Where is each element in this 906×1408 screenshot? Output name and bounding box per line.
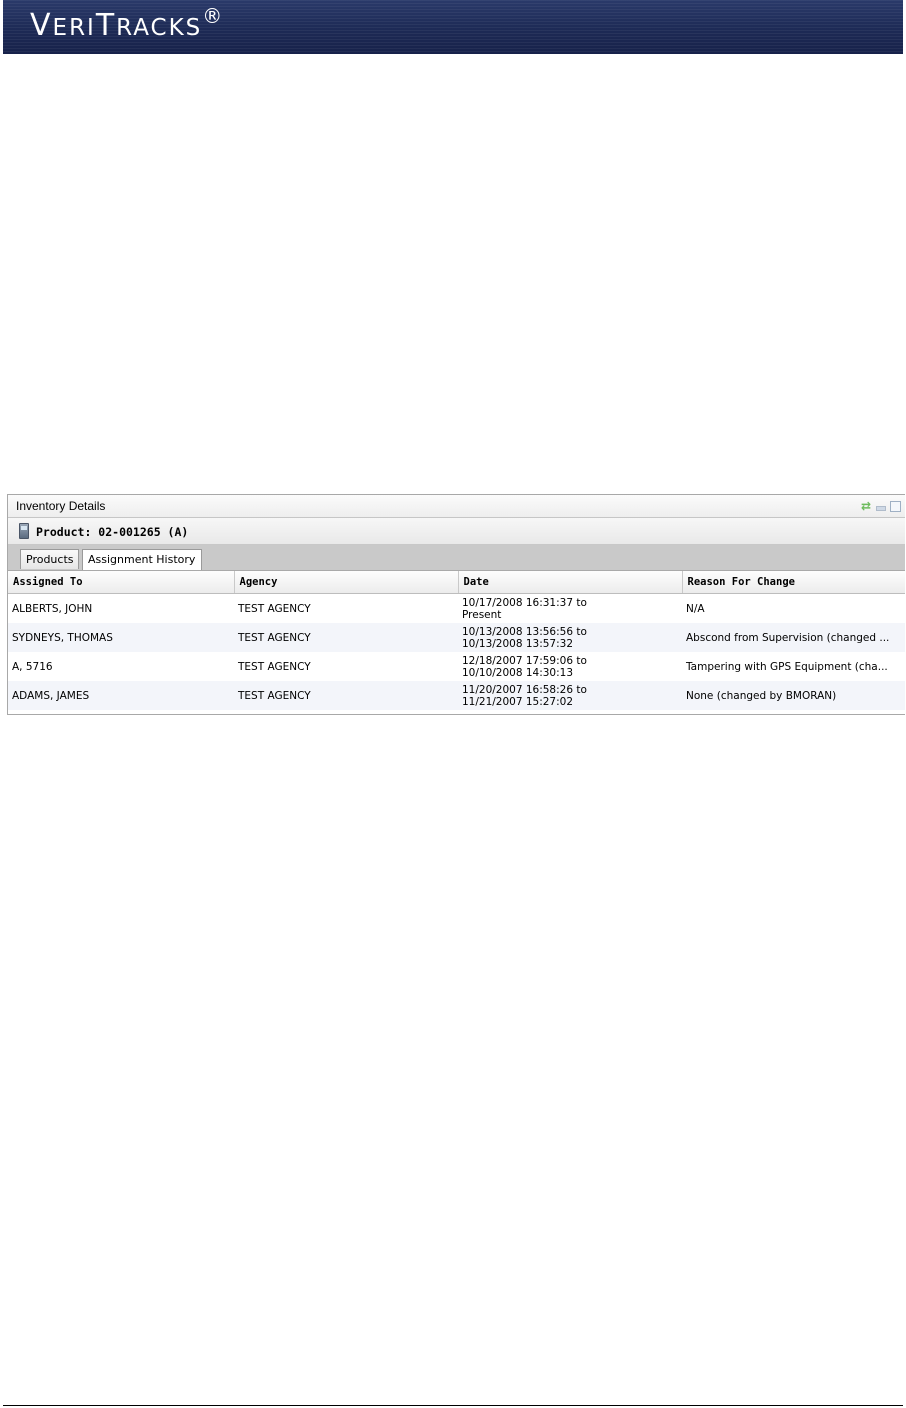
header-banner [3,0,903,54]
cell-reason: Abscond from Supervision (changed ... [682,623,905,652]
date-to: 10/10/2008 14:30:13 [462,666,574,679]
minimize-icon[interactable] [875,500,887,512]
cell-assigned-to: SYDNEYS, THOMAS [8,623,234,652]
cell-assigned-to: A, 5716 [12,660,53,673]
table-row[interactable] [8,652,905,681]
cell-date [458,623,682,652]
date-from: 10/17/2008 16:31:37 to [462,596,587,609]
panel-tools [860,500,901,512]
panel-title: Inventory Details [16,499,106,513]
table-row[interactable] [8,623,905,652]
device-icon [19,523,29,539]
date-from: 10/13/2008 13:56:56 to [462,625,587,638]
panel-header [8,495,905,518]
date-to: Present [462,608,502,621]
product-label: Product: 02-001265 (A) [36,525,189,539]
table-row[interactable] [8,594,905,624]
cell-date [458,594,682,624]
cell-agency: TEST AGENCY [238,660,311,673]
inventory-details-panel [7,494,905,715]
column-header-assigned-to[interactable]: Assigned To [8,571,234,594]
cell-date [458,652,682,681]
date-from: 12/18/2007 17:59:06 to [462,654,587,667]
column-header-reason-for-change[interactable]: Reason For Change [682,571,905,594]
date-from: 11/20/2007 16:58:26 to [462,683,587,696]
refresh-icon[interactable]: ⇄ [860,499,872,513]
maximize-icon[interactable] [890,501,901,512]
tab-assignment-history[interactable]: Assignment History [82,549,202,570]
footer-divider [3,1405,903,1406]
cell-agency: TEST AGENCY [234,623,458,652]
cell-assigned-to: ADAMS, JAMES [8,681,234,710]
cell-reason: None (changed by BMORAN) [682,681,905,710]
brand-logo: VERITRACKS® [30,4,225,43]
table-row[interactable] [8,681,905,710]
cell-date [458,681,682,710]
date-to: 10/13/2008 13:57:32 [462,637,574,650]
cell-agency: TEST AGENCY [238,602,311,615]
column-header-agency[interactable]: Agency [234,571,458,594]
cell-agency: TEST AGENCY [234,681,458,710]
cell-assigned-to: ALBERTS, JOHN [12,602,93,615]
product-bar [8,518,905,545]
column-header-date[interactable]: Date [458,571,682,594]
cell-reason: Tampering with GPS Equipment (cha... [686,660,888,673]
tab-strip [8,545,905,571]
tab-products[interactable]: Products [20,549,79,569]
date-to: 11/21/2007 15:27:02 [462,695,574,708]
cell-reason: N/A [686,602,705,615]
assignment-history-table [8,571,905,710]
table-header-row [8,571,905,594]
